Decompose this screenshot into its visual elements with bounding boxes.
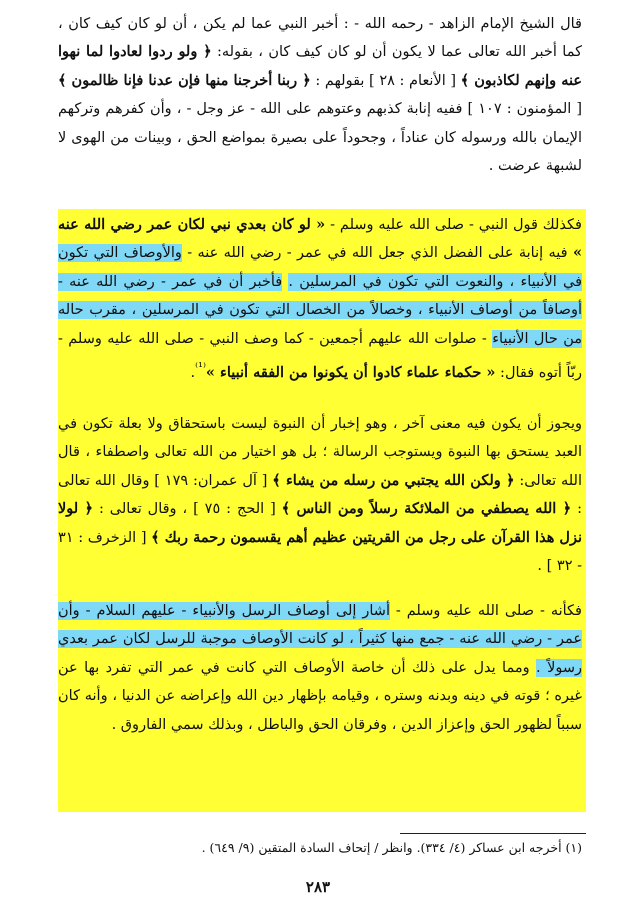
paragraph-hadith [58,211,582,387]
paragraph-text: قال الشيخ الإمام الزاهد - رحمه الله - : أخبر النبي عما لم يكن ، أن لو كان كيف كان ، كما أخبر الله تعالى عما لا يكون أن لو كان كيف كان ، بقوله: [58,16,582,61]
paragraph-text: فيه إنابة على الفضل الذي جعل الله في عمر - رضي الله عنه - [181,245,573,262]
quran-quote: ﴿ الله يصطفي من الملائكة رسلاً ومن الناس ﴾ [281,500,572,518]
quran-quote: ﴿ ولو ردوا لعادوا لما نهوا عنه وإنهم لكاذبون ﴾ [58,43,583,89]
hadith-quote: « حكماء علماء كادوا أن يكونوا من الفقه أنبياء » [205,363,496,381]
paragraph-text: [ الأنعام : ٢٨ ] بقولهم : [310,72,461,89]
paragraph-text: ومما يدل على ذلك أن خاصة الأوصاف التي كانت في عمر التي تفرد بها عن غيره ؛ قوته في دينه وبدنه وستره ، وقيامه بإظهار دين الله وإعراضه عن الدنيا ، وأنه كان سبباً لظهور الحق وإعزاز الدين ، وفرقان الحق والباطل ، وبذلك سمي الفاروق . [58,659,582,733]
hadith-quote: « لو كان بعدي نبي لكان عمر رضي الله عنه » [58,216,582,262]
paragraph-opening [58,10,582,180]
paragraph-text: ويجوز أن يكون فيه معنى آخر ، وهو إخبار أن النبوة ليست باستحقاق ولا بعلة تكون في العبد يستحق بها النبوة ويستوجب الرسالة ؛ بل هو اختيار من الله تعالى واصطفاء ، قال الله تعالى: [58,416,583,489]
paragraph-text: فكأنه - صلى الله عليه وسلم - [389,603,582,619]
paragraph-text: فكذلك قول النبي - صلى الله عليه وسلم - [325,217,582,233]
footnote-marker: ⁽¹⁾ [195,360,206,375]
blue-highlight: فأخبر أن في عمر - رضي الله عنه - أوصافاً من أوصاف الأنبياء ، وخصالاً من الخصال التي تكون في المرسلين ، مقرب حاله من حال الأنبياء [58,273,582,347]
paragraph-text: - صلوات الله عليهم أجمعين - كما وصف النبي - صلى الله عليه وسلم - ربّاً أتوه فقال: [58,330,582,381]
paragraph-conclusion [58,597,582,739]
paragraph-text: [ آل عمران: ١٧٩ ] وقال الله تعالى : [58,472,582,518]
paragraph-text: [ الزخرف : ٣١ - ٣٢ ] . [58,529,582,575]
footnote: (١) أخرجه ابن عساكر (٤/ ٣٣٤). وانظر / إتحاف السادة المتقين (٩/ ٦٤٩) . [201,840,582,855]
paragraph-text: . [190,364,196,381]
blue-highlight: أشار إلى أوصاف الرسل والأنبياء - عليهم السلام - وأن عمر - رضي الله عنه - جمع منها كثيراً ، لو كانت الأوصاف موجبة للرسل لكان عمر بعدي رسولاً . [58,603,582,676]
paragraph-text: [ الحج : ٧٥ ] ، وقال تعالى : [93,501,282,518]
paragraph-text: [ المؤمنون : ١٠٧ ] ففيه إنابة كذبهم وعتوهم على الله - عز وجل - ، وأن كفرهم وتركهم الإيمان بالله ورسوله كان عناداً ، وجحوداً على بصيرة بمواضع الحق ، وبينات من الهوى لا لشبهة عرضت . [58,101,582,175]
quran-quote: ﴿ ولكن الله يجتبي من رسله من يشاء ﴾ [272,471,515,489]
quran-quote: ﴿ لولا نزل هذا القرآن على رجل من القريتين عظيم أهم يقسمون رحمة ربك ﴾ [58,500,582,546]
quran-quote: ﴿ ربنا أخرجنا منها فإن عدنا فإنا ظالمون ﴾ [58,71,311,89]
page-number: ٢٨٣ [305,878,331,896]
blue-highlight: والأوصاف التي تكون في الأنبياء ، والنعوت التي تكون في المرسلين . [58,245,583,290]
paragraph-prophethood [58,410,582,580]
footnote-separator [400,833,586,834]
